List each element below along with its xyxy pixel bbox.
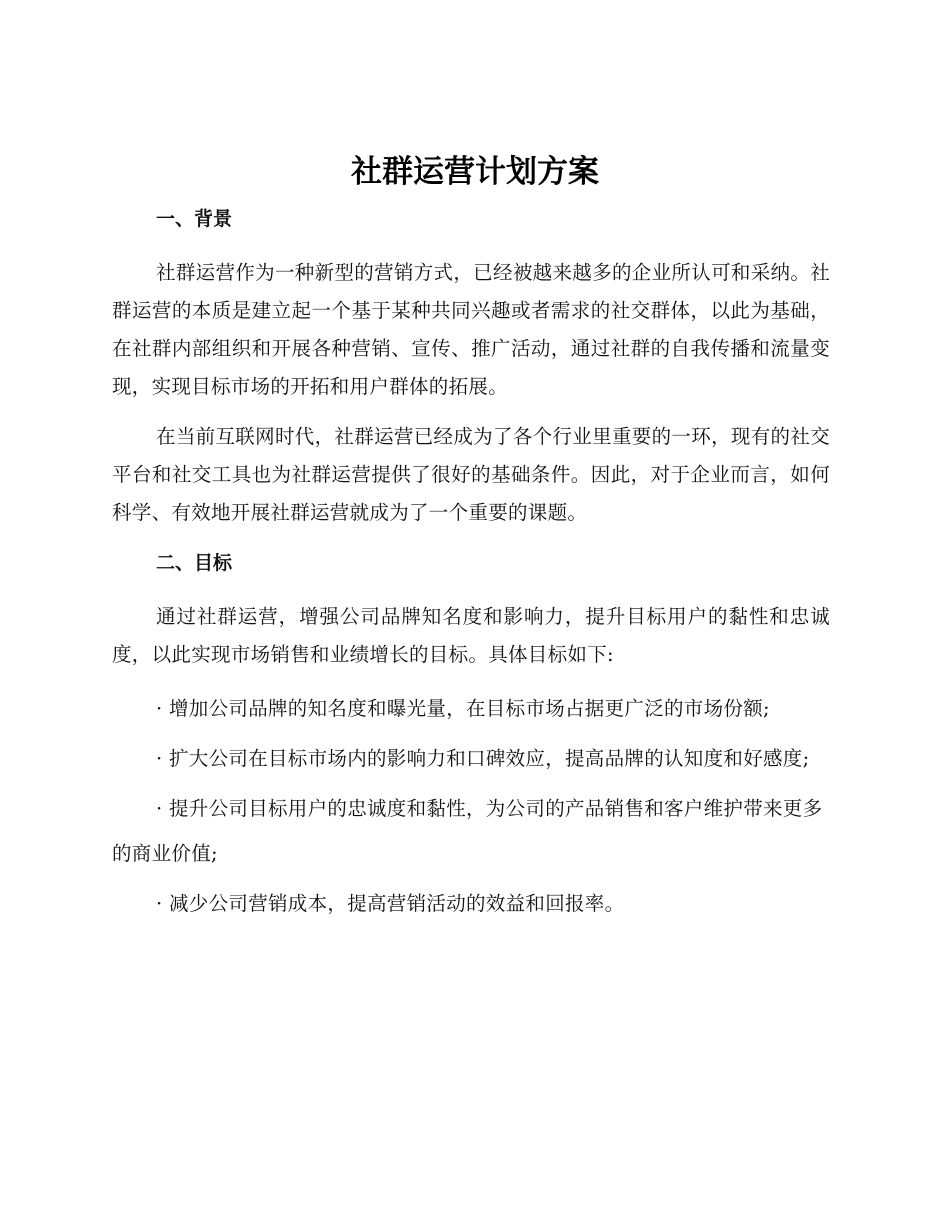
bullet-item: · 增加公司品牌的知名度和曝光量，在目标市场占据更广泛的市场份额; xyxy=(156,697,770,720)
section-goals xyxy=(112,544,830,926)
paragraph: 通过社群运营，增强公司品牌知名度和影响力，提升目标用户的黏性和忠诚度，以此实现市场销售和业绩增长的目标。具体目标如下: xyxy=(112,605,830,666)
bullet-item: · 提升公司目标用户的忠诚度和黏性，为公司的产品销售和客户维护带来更多的商业价值; xyxy=(112,797,823,865)
paragraph: 在当前互联网时代，社群运营已经成为了各个行业里重要的一环，现有的社交平台和社交工具也为社群运营提供了很好的基础条件。因此，对于企业而言，如何科学、有效地开展社群运营就成为了一个重要的课题。 xyxy=(112,425,830,524)
bullet-item: · 减少公司营销成本，提高营销活动的效益和回报率。 xyxy=(156,892,625,915)
document-title: 社群运营计划方案 xyxy=(351,154,599,190)
section-heading-background: 一、背景 xyxy=(156,208,233,230)
document-body xyxy=(112,200,830,931)
paragraph: 社群运营作为一种新型的营销方式，已经被越来越多的企业所认可和采纳。社群运营的本质是建立起一个基于某种共同兴趣或者需求的社交群体，以此为基础，在社群内部组织和开展各种营销、宣传、推广活动，通过社群的自我传播和流量变现，实现目标市场的开拓和用户群体的拓展。 xyxy=(112,261,830,398)
bullet-item: · 扩大公司在目标市场内的影响力和口碑效应，提高品牌的认知度和好感度; xyxy=(156,747,810,770)
section-heading-goals: 二、目标 xyxy=(156,552,233,574)
section-background xyxy=(112,200,830,532)
